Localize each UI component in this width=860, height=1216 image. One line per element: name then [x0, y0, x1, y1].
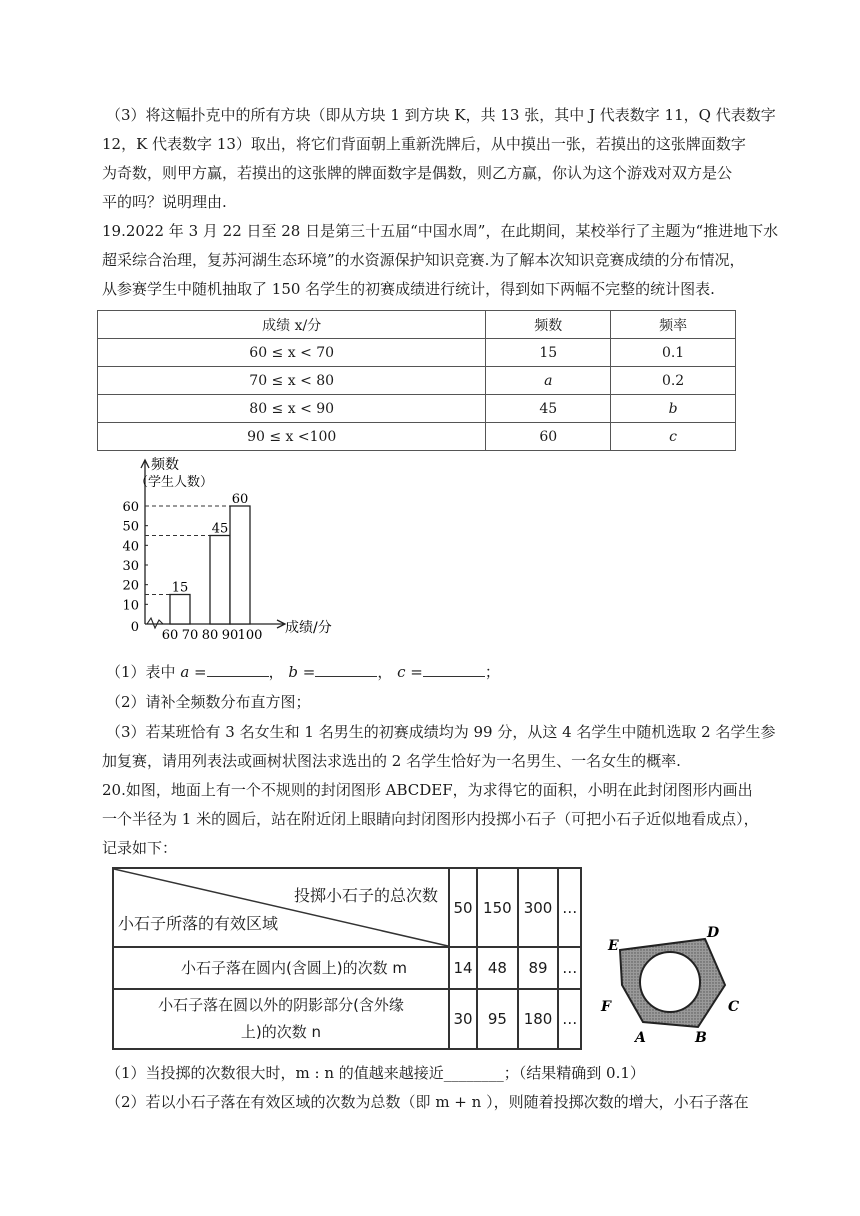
q19-sub1-end: ； — [484, 663, 500, 681]
table-row — [113, 989, 581, 1049]
table-cell: … — [558, 868, 581, 947]
table-row — [113, 947, 581, 989]
q19-line-1: 19.2022 年 3 月 22 日至 28 日是第三十五届“中国水周”，在此期间，某校举行了主题为“推进地下水 — [102, 222, 779, 240]
table-cell: 0.1 — [611, 339, 736, 367]
circle-radius-1m — [640, 952, 700, 1012]
table-cell: a — [486, 367, 611, 395]
row-m-label: 小石子落在圆内(含圆上)的次数 m — [113, 947, 449, 989]
header-cell: 成绩 x/分 — [98, 311, 486, 339]
throw-record-table — [112, 867, 582, 1050]
table-row — [98, 339, 736, 367]
q19-line-2: 超采综合治理，复苏河湖生态环境”的水资源保护知识竞赛.为了解本次知识竞赛成绩的分布情况， — [102, 251, 745, 269]
table-cell: 14 — [449, 947, 477, 989]
table-cell: 60 ≤ x < 70 — [98, 339, 486, 367]
q20-line-2: 一个半径为 1 米的圆后，站在附近闭上眼睛向封闭图形内投掷小石子（可把小石子近似地看成点）， — [102, 810, 759, 828]
histogram-bar — [170, 595, 190, 625]
label-e: E — [608, 938, 619, 954]
x-tick-label: 100 — [237, 628, 263, 643]
bar-value-label: 60 — [231, 492, 249, 507]
q19-sub3-line-2: 加复赛，请用列表法或画树状图法求选出的 2 名学生恰好为一名男生、一名女生的概率. — [102, 752, 681, 770]
a-label: a = — [180, 663, 207, 681]
y-axis-label: 频数 — [151, 457, 179, 473]
axis-break — [147, 618, 163, 628]
table-cell: … — [558, 947, 581, 989]
header-cell: 频率 — [611, 311, 736, 339]
diagonal-line — [114, 869, 448, 946]
q20-line-1: 20.如图，地面上有一个不规则的封闭图形 ABCDEF，为求得它的面积，小明在此封闭图形内画出 — [102, 781, 753, 799]
q20-sub1: （1）当投掷的次数很大时，m : n 的值越来越接近________；（结果精确到 0.1） — [106, 1064, 645, 1082]
label-b: B — [695, 1030, 707, 1046]
q20-sub2: （2）若以小石子落在有效区域的次数为总数（即 m + n ），则随着投掷次数的增大，小石子落在 — [106, 1093, 749, 1111]
row-n-label-line-1: 小石子落在圆以外的阴影部分(含外缘 — [158, 996, 404, 1014]
table-cell: 48 — [477, 947, 518, 989]
histogram-bar — [230, 506, 250, 624]
label-d: D — [707, 925, 720, 941]
closed-figure-abcdef — [595, 925, 745, 1050]
y-tick-label: 10 — [122, 598, 139, 614]
row-n-label-line-2: 上)的次数 n — [240, 1023, 322, 1041]
table-cell: 80 ≤ x < 90 — [98, 395, 486, 423]
table-cell: 15 — [486, 339, 611, 367]
y-tick-label: 50 — [122, 519, 139, 535]
table-cell: … — [558, 989, 581, 1049]
y-axis-sublabel: （学生人数） — [135, 475, 214, 490]
q19-sub3-line-1: （3）若某班恰有 3 名女生和 1 名男生的初赛成绩均为 99 分，从这 4 名学生中随机选取 2 名学生参 — [106, 723, 776, 741]
q19-sub1-prefix: （1）表中 — [106, 663, 176, 681]
label-a: A — [635, 1030, 646, 1046]
table-row — [113, 868, 581, 947]
q19-line-3: 从参赛学生中随机抽取了 150 名学生的初赛成绩进行统计，得到如下两幅不完整的统计图表. — [102, 280, 715, 298]
bar-value-label: 15 — [171, 580, 189, 596]
table-cell: 300 — [518, 868, 559, 947]
table-cell: 70 ≤ x < 80 — [98, 367, 486, 395]
table-cell: 0.2 — [611, 367, 736, 395]
bar-value-label: 45 — [211, 521, 229, 537]
table-cell: 89 — [518, 947, 559, 989]
x-tick-label: 90 — [221, 628, 239, 643]
histogram-bar — [210, 536, 230, 625]
x-tick-label: 80 — [201, 628, 219, 643]
b-label: b = — [288, 663, 316, 681]
table-cell: 45 — [486, 395, 611, 423]
table-cell: 180 — [518, 989, 559, 1049]
table-cell: b — [611, 395, 736, 423]
score-table — [97, 310, 736, 451]
table-cell: 150 — [477, 868, 518, 947]
q19-sub1: （1）表中 a = ， b = ， c = ； — [106, 663, 500, 681]
y-tick-label: 30 — [122, 559, 139, 574]
table-row — [98, 311, 736, 339]
q20-line-3: 记录如下： — [102, 839, 178, 857]
p3-line-4: 平的吗？说明理由. — [102, 193, 227, 211]
table-row — [98, 367, 736, 395]
header-bottom-label: 小石子所落的有效区域 — [118, 914, 279, 933]
y-tick-label: 0 — [130, 620, 139, 635]
label-f: F — [601, 999, 611, 1015]
table-row — [98, 423, 736, 451]
table-cell: 60 — [486, 423, 611, 451]
row-n-label — [113, 989, 449, 1049]
label-c: C — [728, 999, 740, 1015]
table-cell: 95 — [477, 989, 518, 1049]
y-tick-label: 60 — [122, 500, 139, 515]
diagonal-header-cell — [113, 868, 449, 947]
x-tick-label: 70 — [181, 628, 199, 643]
header-top-label: 投掷小石子的总次数 — [293, 886, 438, 905]
y-tick-label: 40 — [122, 539, 139, 555]
frequency-histogram — [105, 452, 332, 643]
p3-line-2: 12，K 代表数字 13）取出，将它们背面朝上重新洗牌后，从中摸出一张，若摸出的这张牌面数字 — [102, 135, 746, 153]
table-cell: c — [611, 423, 736, 451]
y-tick-label: 20 — [122, 578, 139, 594]
c-label: c = — [397, 663, 423, 681]
table-cell: 50 — [449, 868, 477, 947]
q19-sub2: （2）请补全频数分布直方图； — [106, 693, 311, 711]
header-cell: 频数 — [486, 311, 611, 339]
x-axis-label: 成绩/分 — [285, 620, 332, 636]
p3-line-1: （3）将这幅扑克中的所有方块（即从方块 1 到方块 K，共 13 张，其中 J 代表数字 11，Q 代表数字 — [106, 106, 776, 124]
x-tick-label: 60 — [161, 628, 179, 643]
p3-line-3: 为奇数，则甲方赢，若摸出的这张牌的牌面数字是偶数，则乙方赢，你认为这个游戏对双方是公 — [102, 164, 733, 182]
table-cell: 30 — [449, 989, 477, 1049]
table-row — [98, 395, 736, 423]
table-cell: 90 ≤ x <100 — [98, 423, 486, 451]
